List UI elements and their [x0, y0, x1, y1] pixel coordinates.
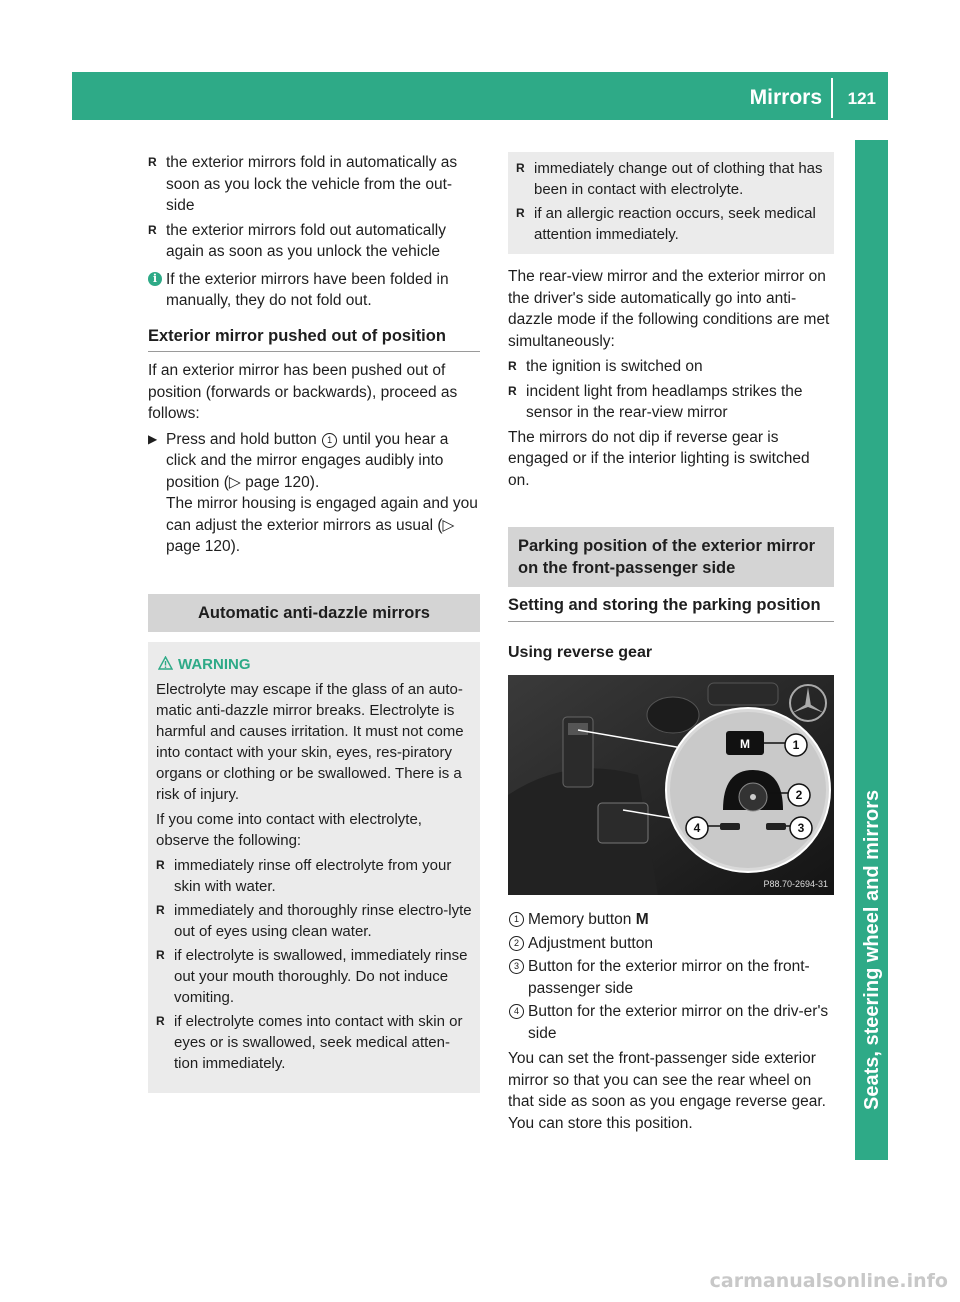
parking-heading: Parking position of the exterior mirror on the front-passenger side [508, 527, 834, 587]
callout-2-label: 2 [795, 788, 803, 802]
page-ref-icon: ▷ [442, 516, 455, 534]
right-column [508, 152, 834, 1138]
callout-1-icon: 1 [509, 912, 524, 927]
list-item: R immediately rinse off electrolyte from your skin with water. [156, 855, 472, 897]
legend-text: Memory button [528, 911, 636, 928]
antidazzle-note: The mirrors do not dip if reverse gear is engaged or if the interior lighting is switched on. [508, 428, 810, 489]
callout-4-icon: 4 [509, 1004, 524, 1019]
chapter-label: Seats, steering wheel and mirrors [861, 789, 883, 1110]
step-result-ref: page 120). [166, 538, 241, 555]
list-item: R the ignition is switched on [508, 356, 834, 378]
warning-triangle-icon [158, 656, 173, 670]
legend-item [508, 933, 834, 955]
memory-key-label: M [740, 737, 750, 751]
watermark: carmanualsonline.info [709, 1269, 948, 1292]
setting-heading: Setting and storing the parking position [508, 595, 834, 622]
list-item: R incident light from headlamps strikes the sensor in the rear-view mirror [508, 381, 834, 424]
step-arrow-icon: ▶ [148, 431, 158, 446]
callout-1-label: 1 [792, 738, 800, 752]
callout-4-label: 4 [693, 821, 701, 835]
info-text: If the exterior mirrors have been folded in manually, they do not fold out. [166, 270, 449, 309]
legend-text: Adjustment button [528, 934, 653, 952]
legend-item [508, 1001, 834, 1044]
info-note [148, 269, 480, 312]
legend-text: Button for the exterior mirror on the driv-er's side [528, 1003, 829, 1042]
warning-label: WARNING [178, 655, 251, 673]
pushed-heading: Exterior mirror pushed out of position [148, 326, 480, 353]
left-column [148, 152, 480, 1093]
legend-item [508, 909, 834, 931]
info-icon: i [148, 272, 162, 286]
warning-continued-box [508, 152, 834, 254]
antidazzle-para: The rear-view mirror and the exterior mirror on the driver's side automatically go into anti-dazzle mode if the following conditions are met simultaneously: [508, 268, 830, 350]
header-divider [831, 78, 833, 118]
chapter-side-tab [855, 140, 888, 1160]
list-item: R immediately and thoroughly rinse electro-lyte out of eyes using clean water. [156, 900, 472, 942]
step-result: The mirror housing is engaged again and you can adjust the exterior mirrors as usual ( [166, 495, 478, 534]
instruction-step [148, 429, 480, 558]
legend-text: Button for the exterior mirror on the front-passenger side [528, 958, 810, 997]
photo-code: P88.70-2694-31 [763, 879, 828, 889]
step-text-b: until you hear a click and the mirror engages audibly into position ( [166, 430, 449, 491]
antidazzle-heading: Automatic anti-dazzle mirrors [148, 594, 480, 632]
page-ref-icon: ▷ [228, 473, 241, 491]
pushed-intro: If an exterior mirror has been pushed out of position (forwards or backwards), proceed as follows: [148, 362, 458, 422]
header-bar [72, 72, 888, 120]
callout-2-icon: 2 [509, 936, 524, 951]
step-text-a: Press and hold button [166, 430, 317, 448]
list-item: R if electrolyte comes into contact with skin or eyes or is swallowed, seek medical atten-tion immediately. [156, 1011, 472, 1074]
warning-follow: If you come into contact with electrolyte, observe the following: [156, 810, 422, 849]
legend-item [508, 956, 834, 999]
list-item: R the exterior mirrors fold in automatically as soon as you lock the vehicle from the out-side [148, 152, 480, 217]
warning-text: Electrolyte may escape if the glass of an auto-matic anti-dazzle mirror breaks. Electrolyte is harmful and causes irritation. It must not come into contact with your skin, eyes, res-piratory organs or clothing or be swallowed. There is a risk of injury. [156, 680, 464, 803]
legend-bold: M [635, 911, 649, 928]
list-item: R if an allergic reaction occurs, seek medical attention immediately. [516, 203, 826, 245]
list-item: R if electrolyte is swallowed, immediately rinse out your mouth thoroughly. Do not induce vomiting. [156, 945, 472, 1008]
warning-box [148, 642, 480, 1093]
list-item: R immediately change out of clothing that has been in contact with electrolyte. [516, 158, 826, 200]
warning-head [156, 654, 472, 675]
list-item: R the exterior mirrors fold out automatically again as soon as you unlock the vehicle [148, 220, 480, 263]
callout-3-icon: 3 [509, 959, 524, 974]
closing-para: You can set the front-passenger side exterior mirror so that you can see the rear wheel on that side as soon as you engage reverse gear. You can store this position. [508, 1050, 826, 1132]
header-title: Mirrors [749, 86, 822, 109]
reverse-heading: Using reverse gear [508, 643, 653, 661]
callout-3-label: 3 [797, 821, 805, 835]
callout-1-icon: 1 [322, 433, 337, 448]
door-panel-photo [508, 675, 834, 895]
page-number: 121 [847, 89, 876, 108]
step-ref: page 120). [245, 473, 320, 491]
